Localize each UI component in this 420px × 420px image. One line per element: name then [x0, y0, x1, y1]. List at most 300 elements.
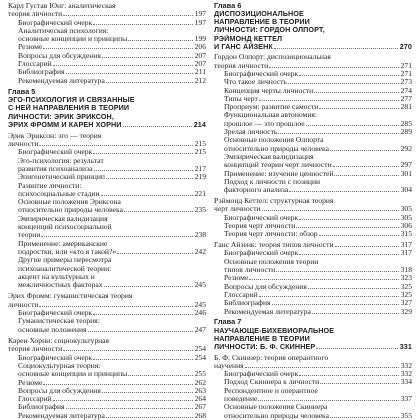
toc-entry-text: Основные положения Эриксона — [18, 198, 121, 207]
toc-entry-text: Глоссарий — [18, 395, 52, 404]
toc-page-number: 255 — [194, 369, 206, 379]
toc-entry-text: Эго-психология: результат — [18, 156, 104, 165]
toc-subsection-entry — [8, 206, 206, 214]
toc-page-number: 245 — [194, 280, 206, 290]
dot-leader — [335, 246, 399, 247]
toc-page-number: 212 — [194, 75, 206, 85]
toc-right-column — [214, 2, 412, 420]
dot-leader — [117, 253, 192, 254]
toc-entry-text: Респондентное и оперантное — [224, 386, 318, 395]
toc-subsection-entry — [214, 153, 412, 161]
toc-entry-text: Гуманистическая теория: — [18, 317, 100, 326]
dot-leader — [314, 92, 398, 93]
toc-entry-text: Эрик Эриксон: эго — теория — [8, 131, 102, 140]
toc-page-number: 238 — [194, 230, 206, 240]
toc-section-entry — [8, 140, 206, 148]
toc-entry-text: основные концепции и принципы — [18, 370, 128, 379]
dot-leader — [316, 348, 397, 349]
chapter-title-line — [8, 113, 206, 121]
toc-subsection-entry — [214, 95, 412, 103]
toc-subsection-entry — [214, 249, 412, 257]
toc-subsection-entry — [8, 248, 206, 256]
dot-leader — [106, 417, 193, 418]
toc-subsection-entry — [214, 120, 412, 128]
toc-entry-text: ЛИЧНОСТИ: ГОРДОН ОЛПОРТ, — [214, 26, 325, 35]
toc-page-number: 315 — [400, 229, 412, 239]
chapter-label — [214, 318, 412, 326]
dot-leader — [124, 211, 193, 212]
toc-subsection-entry — [8, 256, 206, 264]
chapter-title-line — [214, 35, 412, 43]
toc-entry-text: И ГАНС АЙЗЕНК — [214, 42, 273, 51]
toc-page-number: 219 — [194, 172, 206, 182]
toc-entry-text: Рэймонд Кеттел: структурная теория — [214, 197, 334, 206]
toc-entry-text: Вопросы для обсуждения — [18, 386, 101, 395]
toc-entry-text: ДИСПОЗИЦИОНАЛЬНОЕ — [214, 10, 304, 19]
dot-leader — [53, 400, 193, 401]
toc-page-number: 289 — [400, 127, 412, 137]
dot-leader — [106, 82, 193, 83]
toc-subsection-entry — [8, 165, 206, 173]
toc-entry-text: Применение: американские — [18, 239, 108, 248]
toc-entry-text: типов личности — [224, 266, 276, 275]
toc-entry-text: Вопросы для обсуждения — [18, 51, 101, 60]
toc-section-entry — [8, 301, 206, 309]
toc-entry-text: Рекомендуемая литература — [18, 411, 105, 420]
toc-page-number: 334 — [400, 377, 412, 387]
toc-page-number: 285 — [400, 118, 412, 128]
toc-entry-text: личности — [8, 300, 39, 309]
toc-subsection-entry — [8, 68, 206, 76]
toc-entry-text: Биографический очерк — [224, 69, 299, 78]
toc-subsection-entry — [8, 198, 206, 206]
toc-page-number: 242 — [194, 246, 206, 256]
toc-subsection-entry — [214, 170, 412, 178]
toc-page-number: 327 — [400, 298, 412, 308]
dot-leader — [276, 271, 398, 272]
toc-page-number: 305 — [400, 212, 412, 222]
toc-subsection-entry — [8, 77, 206, 85]
toc-entry-text: теория личности — [8, 345, 63, 354]
toc-page-number: 325 — [400, 289, 412, 299]
toc-page-number: 270 — [399, 41, 412, 51]
dot-leader — [39, 145, 192, 146]
toc-page-number: 267 — [194, 402, 206, 412]
toc-subsection-entry — [8, 182, 206, 190]
toc-subsection-entry — [214, 258, 412, 266]
dot-leader — [43, 48, 192, 49]
toc-page-number: 337 — [400, 394, 412, 404]
toc-page-number: 271 — [400, 68, 412, 78]
toc-subsection-entry — [214, 266, 412, 274]
chapter-title-line — [8, 121, 206, 129]
dot-leader — [274, 48, 398, 49]
toc-entry-text: Карен Хорни: социокультурная — [8, 337, 110, 346]
dot-leader — [93, 314, 192, 315]
dot-leader — [93, 24, 192, 25]
toc-entry-text: Глава 7 — [214, 318, 242, 327]
toc-subsection-entry — [8, 395, 206, 403]
toc-page-number: 246 — [194, 308, 206, 318]
dot-leader — [259, 100, 399, 101]
toc-entry-text: Функциональная автономия: — [224, 111, 318, 120]
toc-entry-text: Резюме — [224, 274, 249, 283]
dot-leader — [66, 73, 193, 74]
toc-entry-text: относительно природы человека — [18, 206, 123, 215]
dot-leader — [278, 133, 398, 134]
toc-entry-text: Эмпирическая валидизация — [224, 152, 314, 161]
toc-page-number: 355 — [400, 410, 412, 420]
chapter-title-line — [8, 96, 206, 104]
toc-subsection-entry — [214, 283, 412, 291]
toc-entry-text: Биографический очерк — [224, 249, 299, 258]
toc-entry-text: Резюме — [18, 43, 43, 52]
toc-entry-text: Эпигенетический принцип — [18, 173, 105, 182]
dot-leader — [102, 57, 193, 58]
dot-leader — [299, 219, 398, 220]
dot-leader — [312, 313, 399, 314]
chapter-title-line — [214, 343, 412, 351]
dot-leader — [288, 83, 399, 84]
toc-entry-text: теория личности — [8, 10, 63, 19]
dot-leader — [320, 383, 398, 384]
toc-entry-text: развития психоанализа — [18, 164, 93, 173]
toc-subsection-entry — [214, 222, 412, 230]
chapter-label — [214, 2, 412, 10]
dot-leader — [299, 254, 398, 255]
chapter-title-line — [214, 327, 412, 335]
toc-entry-text: психоаналитической теории: — [18, 264, 112, 273]
toc-entry-text: Подход к личности с позиции — [224, 177, 321, 186]
toc-entry-text: Библиография — [18, 68, 65, 77]
toc-subsection-entry — [8, 190, 206, 198]
toc-page-number: 206 — [194, 42, 206, 52]
toc-subsection-entry — [214, 78, 412, 86]
dot-leader — [258, 400, 398, 401]
toc-subsection-entry — [214, 103, 412, 111]
dot-leader — [104, 286, 193, 287]
toc-entry-text: черт личности — [214, 205, 261, 214]
toc-entry-text: Социокультурная теория: — [18, 361, 101, 370]
dot-leader — [63, 15, 192, 16]
toc-entry-text: Биографический очерк — [18, 148, 93, 157]
toc-subsection-entry — [214, 291, 412, 299]
dot-leader — [269, 67, 398, 68]
toc-entry-text: Основные положения Олпорта — [224, 136, 324, 145]
toc-entry-text: Концепция черты личности — [224, 86, 314, 95]
toc-page-number: 215 — [194, 147, 206, 157]
toc-entry-text: концепций психосоциальной — [18, 223, 112, 232]
toc-subsection-entry — [8, 362, 206, 370]
toc-entry-text: Гордон Олпорт: диспозициональная — [214, 53, 331, 62]
dot-leader — [299, 375, 398, 376]
toc-page-number: 268 — [194, 410, 206, 420]
toc-entry-text: НАУЧАЮЩЕ-БИХЕВИОРАЛЬНОЕ — [214, 326, 335, 335]
toc-entry-text: личности — [8, 140, 39, 149]
toc-entry-text: Библиография — [224, 299, 271, 308]
toc-subsection-entry — [8, 148, 206, 156]
toc-entry-text: Биографический очерк — [224, 213, 299, 222]
dot-leader — [330, 150, 399, 151]
toc-entry-text: РЭЙМОНД КЕТТЕЛ — [214, 34, 283, 43]
toc-subsection-entry — [214, 395, 412, 403]
toc-subsection-entry — [214, 136, 412, 144]
toc-section-entry — [214, 53, 412, 61]
toc-page-number: 199 — [194, 34, 206, 44]
toc-entry-text: Подход Скиннера к личности — [224, 378, 320, 387]
toc-subsection-entry — [214, 87, 412, 95]
toc-section-entry — [214, 354, 412, 362]
toc-entry-text: Теория черт личности — [224, 221, 296, 230]
toc-entry-text: Глава 6 — [214, 2, 242, 10]
toc-entry-text: Б. Ф. Скиннер: теория оперантного — [214, 353, 329, 362]
toc-entry-text: психосоциальные стадии — [18, 189, 100, 198]
toc-subsection-entry — [214, 308, 412, 316]
toc-section-entry — [214, 197, 412, 205]
toc-entry-text: концепций теории черт личности — [224, 161, 332, 170]
toc-entry-text: Глоссарий — [224, 290, 258, 299]
dot-leader — [289, 191, 398, 192]
toc-subsection-entry — [8, 317, 206, 325]
toc-entry-text: ЛИЧНОСТИ: ЭРИК ЭРИКСОН, — [8, 112, 114, 121]
toc-page-number: 273 — [400, 77, 412, 87]
toc-page-number: 235 — [194, 205, 206, 215]
toc-page-number: 207 — [194, 59, 206, 69]
toc-page-number: 254 — [194, 352, 206, 362]
toc-page-number: 254 — [194, 344, 206, 354]
toc-entry-text: относительно природы человека — [224, 144, 329, 153]
toc-section-entry — [214, 362, 412, 370]
toc-entry-text: Эмпирическая валидизация — [18, 214, 108, 223]
toc-subsection-entry — [8, 52, 206, 60]
toc-page-number: 215 — [194, 139, 206, 149]
dot-leader — [53, 65, 193, 66]
toc-subsection-entry — [8, 240, 206, 248]
toc-subsection-entry — [214, 378, 412, 386]
toc-page-number: 211 — [194, 67, 206, 77]
toc-entry-text: Зрелая личность — [224, 128, 278, 137]
toc-entry-text: ЭРИХ ФРОММ И КАРЕН ХОРНИ — [8, 120, 122, 129]
toc-page-number: 304 — [400, 185, 412, 195]
dot-leader — [123, 126, 192, 127]
toc-subsection-entry — [8, 60, 206, 68]
toc-entry-text: факторного анализа — [224, 186, 289, 195]
toc-subsection-entry — [8, 273, 206, 281]
dot-leader — [245, 367, 399, 368]
dot-leader — [319, 108, 398, 109]
dot-leader — [43, 384, 192, 385]
toc-entry-text: Другие примеры пересмотра — [18, 256, 112, 265]
toc-section-entry — [8, 132, 206, 140]
toc-subsection-entry — [8, 157, 206, 165]
toc-entry-text: относительно природы человека — [224, 411, 329, 420]
toc-page-number: 221 — [194, 188, 206, 198]
toc-subsection-entry — [8, 231, 206, 239]
toc-subsection-entry — [8, 281, 206, 289]
toc-page-number: 323 — [400, 273, 412, 283]
chapter-title-line — [214, 335, 412, 343]
toc-entry-text: Основные положения Скиннера — [224, 403, 328, 412]
toc-page-number: 247 — [194, 324, 206, 334]
toc-section-entry — [214, 62, 412, 70]
chapter-title-line — [8, 104, 206, 112]
toc-subsection-entry — [214, 178, 412, 186]
toc-entry-text: Ганс Айзенк: теория типов личности — [214, 241, 334, 250]
dot-leader — [306, 125, 399, 126]
toc-entry-text: Теория черт личности: обзор — [224, 230, 318, 239]
toc-page-number: 305 — [400, 204, 412, 214]
toc-subsection-entry — [8, 27, 206, 35]
toc-entry-text: Биографический очерк — [18, 18, 93, 27]
toc-subsection-entry — [214, 161, 412, 169]
toc-entry-text: Применение: изучение ценностей — [224, 169, 334, 178]
chapter-title-line — [214, 18, 412, 26]
toc-page-number: 197 — [194, 17, 206, 27]
dot-leader — [94, 170, 193, 171]
toc-page-number: 245 — [194, 299, 206, 309]
toc-entry-text: Биографический очерк — [224, 370, 299, 379]
toc-page-number: 306 — [400, 220, 412, 230]
toc-entry-text: Рекомендуемая литература — [224, 307, 311, 316]
toc-subsection-entry — [8, 387, 206, 395]
dot-leader — [41, 236, 192, 237]
dot-leader — [308, 288, 399, 289]
dot-leader — [93, 359, 192, 360]
toc-subsection-entry — [214, 299, 412, 307]
toc-subsection-entry — [214, 214, 412, 222]
toc-page-number: 329 — [400, 306, 412, 316]
toc-page-number: 301 — [400, 168, 412, 178]
toc-page-number: 281 — [400, 102, 412, 112]
dot-leader — [272, 304, 399, 305]
toc-page-number: 331 — [399, 341, 412, 351]
toc-entry-text: С НЕЙ НАПРАВЛЕНИЯ В ТЕОРИИ — [8, 104, 130, 113]
toc-subsection-entry — [214, 387, 412, 395]
dot-leader — [249, 279, 398, 280]
toc-entry-text: акцент на культурных и — [18, 272, 95, 281]
toc-subsection-entry — [214, 403, 412, 411]
toc-page-number: 207 — [194, 50, 206, 60]
toc-entry-text: ЭГО-ПСИХОЛОГИЯ И СВЯЗАННЫЕ — [8, 96, 135, 105]
toc-entry-text: Вопросы для обсуждения — [224, 282, 307, 291]
dot-leader — [106, 178, 193, 179]
toc-page-number: 318 — [400, 265, 412, 275]
chapter-label — [8, 88, 206, 96]
toc-entry-text: Типы черт — [224, 94, 258, 103]
toc-entry-text: НАПРАВЛЕНИЕ В ТЕОРИИ — [214, 334, 310, 343]
dot-leader — [319, 235, 399, 236]
toc-section-entry — [8, 10, 206, 18]
toc-entry-text: Библиография — [18, 403, 65, 412]
toc-subsection-entry — [8, 215, 206, 223]
toc-entry-text: научения — [214, 361, 244, 370]
toc-entry-text: Глоссарий — [18, 60, 52, 69]
toc-page-number: 263 — [194, 385, 206, 395]
dot-leader — [63, 350, 192, 351]
toc-entry-text: Эрих Фромм: гуманистическая теория — [8, 292, 133, 301]
toc-entry-text: теории — [18, 231, 41, 240]
toc-subsection-entry — [8, 43, 206, 51]
dot-leader — [330, 417, 399, 418]
toc-section-entry — [214, 205, 412, 213]
toc-entry-text: Биографический очерк — [18, 309, 93, 318]
toc-entry-text: НАПРАВЛЕНИЕ В ТЕОРИИ — [214, 18, 310, 27]
dot-leader — [128, 40, 192, 41]
dot-leader — [259, 296, 399, 297]
toc-page-number: 264 — [194, 394, 206, 404]
toc-subsection-entry — [8, 403, 206, 411]
toc-entry-text: прошлое — это прошлое — [224, 119, 305, 128]
dot-leader — [102, 392, 193, 393]
toc-entry-text: основные концепции и принципы — [18, 35, 128, 44]
toc-page-number: 262 — [194, 377, 206, 387]
toc-entry-text: ЛИЧНОСТИ: Б. Ф. СКИННЕР — [214, 342, 316, 351]
dot-leader — [39, 306, 192, 307]
toc-subsection-entry — [214, 186, 412, 194]
toc-entry-text: Проприум: развитие самости — [224, 103, 319, 112]
toc-subsection-entry — [8, 265, 206, 273]
toc-subsection-entry — [8, 35, 206, 43]
toc-entry-text: подростки, или «кто я такой?» — [18, 247, 117, 256]
toc-section-entry — [8, 2, 206, 10]
toc-page-number: 297 — [400, 160, 412, 170]
dot-leader — [93, 153, 192, 154]
toc-entry-text: Развитие личности: — [18, 181, 82, 190]
toc-entry-text: Глава 5 — [8, 88, 36, 97]
toc-section-entry — [8, 345, 206, 353]
toc-subsection-entry — [214, 70, 412, 78]
toc-subsection-entry — [214, 128, 412, 136]
toc-page-number: 217 — [194, 163, 206, 173]
toc-page-number: 332 — [400, 360, 412, 370]
chapter-title-line — [214, 43, 412, 51]
toc-entry-text: поведение — [224, 395, 258, 404]
toc-entry-text: Аналитическая психология: — [18, 26, 109, 35]
toc-page-number: 271 — [400, 60, 412, 70]
dot-leader — [128, 375, 192, 376]
dot-leader — [334, 175, 398, 176]
toc-page-number: 214 — [193, 119, 206, 129]
toc-subsection-entry — [8, 379, 206, 387]
dot-leader — [333, 166, 399, 167]
toc-entry-text: основные положения — [18, 325, 87, 334]
toc-subsection-entry — [8, 412, 206, 420]
toc-subsection-entry — [8, 223, 206, 231]
toc-subsection-entry — [214, 145, 412, 153]
toc-subsection-entry — [8, 370, 206, 378]
toc-entry-text: Что такое личность — [224, 78, 287, 87]
toc-subsection-entry — [214, 230, 412, 238]
toc-subsection-entry — [8, 326, 206, 334]
toc-page-number: 197 — [194, 9, 206, 19]
toc-entry-text: Резюме — [18, 378, 43, 387]
toc-subsection-entry — [214, 412, 412, 420]
toc-subsection-entry — [8, 354, 206, 362]
toc-page-number: 317 — [400, 240, 412, 250]
toc-subsection-entry — [214, 370, 412, 378]
dot-leader — [299, 75, 398, 76]
dot-leader — [296, 227, 398, 228]
toc-entry-text: межличностных факторах — [18, 281, 103, 290]
toc-left-column — [8, 2, 206, 420]
toc-entry-text: Основные положения теории — [224, 257, 319, 266]
toc-page-number: 277 — [400, 93, 412, 103]
toc-section-entry — [8, 337, 206, 345]
toc-entry-text: Рекомендуемая литература — [18, 76, 105, 85]
toc-section-entry — [8, 292, 206, 300]
toc-entry-text: Биографический очерк — [18, 353, 93, 362]
dot-leader — [101, 195, 193, 196]
